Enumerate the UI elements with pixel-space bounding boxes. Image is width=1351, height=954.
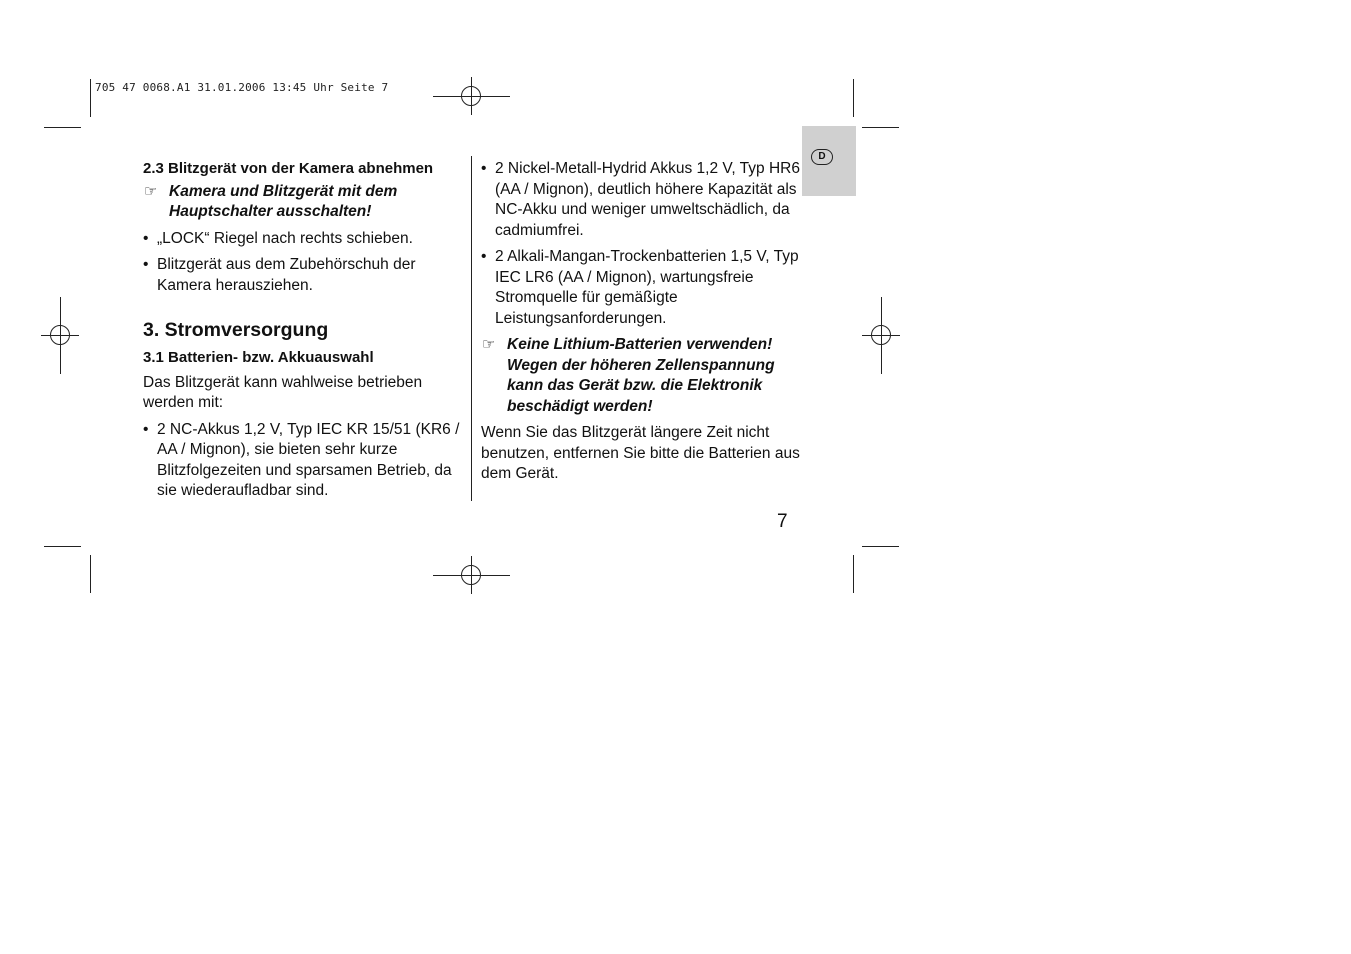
right-column	[481, 159, 806, 491]
paragraph: Das Blitzgerät kann wahlweise betrieben werden mit:	[143, 373, 423, 411]
note-text: Kamera und Blitzgerät mit dem Hauptschalter ausschalten!	[169, 182, 398, 220]
crop-mark-bottom-left-h	[44, 546, 81, 547]
crop-mark-bottom-right-v	[853, 555, 854, 593]
crop-mark-top-right-h	[862, 127, 899, 128]
warning-note	[143, 182, 461, 223]
note-text: Keine Lithium-Batterien verwenden! Wegen der höheren Zellenspannung kann das Gerät bzw. die Elektronik beschädigt werden!	[507, 336, 775, 415]
section-heading-3-1: 3.1 Batterien- bzw. Akkuauswahl	[143, 349, 374, 366]
list-item: • „LOCK“ Riegel nach rechts schieben.	[143, 229, 461, 250]
column-divider	[471, 156, 472, 501]
list-item: • 2 Nickel-Metall-Hydrid Akkus 1,2 V, Typ HR6 (AA / Mignon), deutlich höhere Kapazität als NC-Akku und weniger umweltschädlich, da cadmiumfrei.	[481, 159, 806, 241]
list-item: • Blitzgerät aus dem Zubehörschuh der Kamera herausziehen.	[143, 255, 461, 296]
crop-mark-bottom-left-v	[90, 555, 91, 593]
warning-note	[481, 335, 806, 417]
pointing-hand-icon: ☞	[144, 182, 158, 200]
list-item: • 2 Alkali-Mangan-Trockenbatterien 1,5 V, Typ IEC LR6 (AA / Mignon), wartungsfreie Stromquelle für gemäßigte Leistungsanforderungen.	[481, 247, 806, 329]
section-heading-3: 3. Stromversorgung	[143, 319, 329, 341]
paragraph: Wenn Sie das Blitzgerät längere Zeit nicht benutzen, entfernen Sie bitte die Batterien aus dem Gerät.	[481, 424, 800, 482]
left-column	[143, 159, 461, 508]
crop-mark-top-left-h	[44, 127, 81, 128]
section-heading-2-3: 2.3 Blitzgerät von der Kamera abnehmen	[143, 160, 434, 177]
crop-mark-top-right-v	[853, 79, 854, 117]
page-number: 7	[777, 511, 788, 532]
crop-mark-top-left-v	[90, 79, 91, 117]
language-badge: D	[811, 149, 833, 165]
print-slug: 705 47 0068.A1 31.01.2006 13:45 Uhr Seite 7	[95, 81, 389, 94]
crop-mark-bottom-right-h	[862, 546, 899, 547]
pointing-hand-icon: ☞	[482, 336, 496, 353]
list-item: • 2 NC-Akkus 1,2 V, Typ IEC KR 15/51 (KR6 / AA / Mignon), sie bieten sehr kurze Blitzfolgezeiten und sparsamen Betrieb, da sie wiederaufladbar sind.	[143, 420, 461, 502]
